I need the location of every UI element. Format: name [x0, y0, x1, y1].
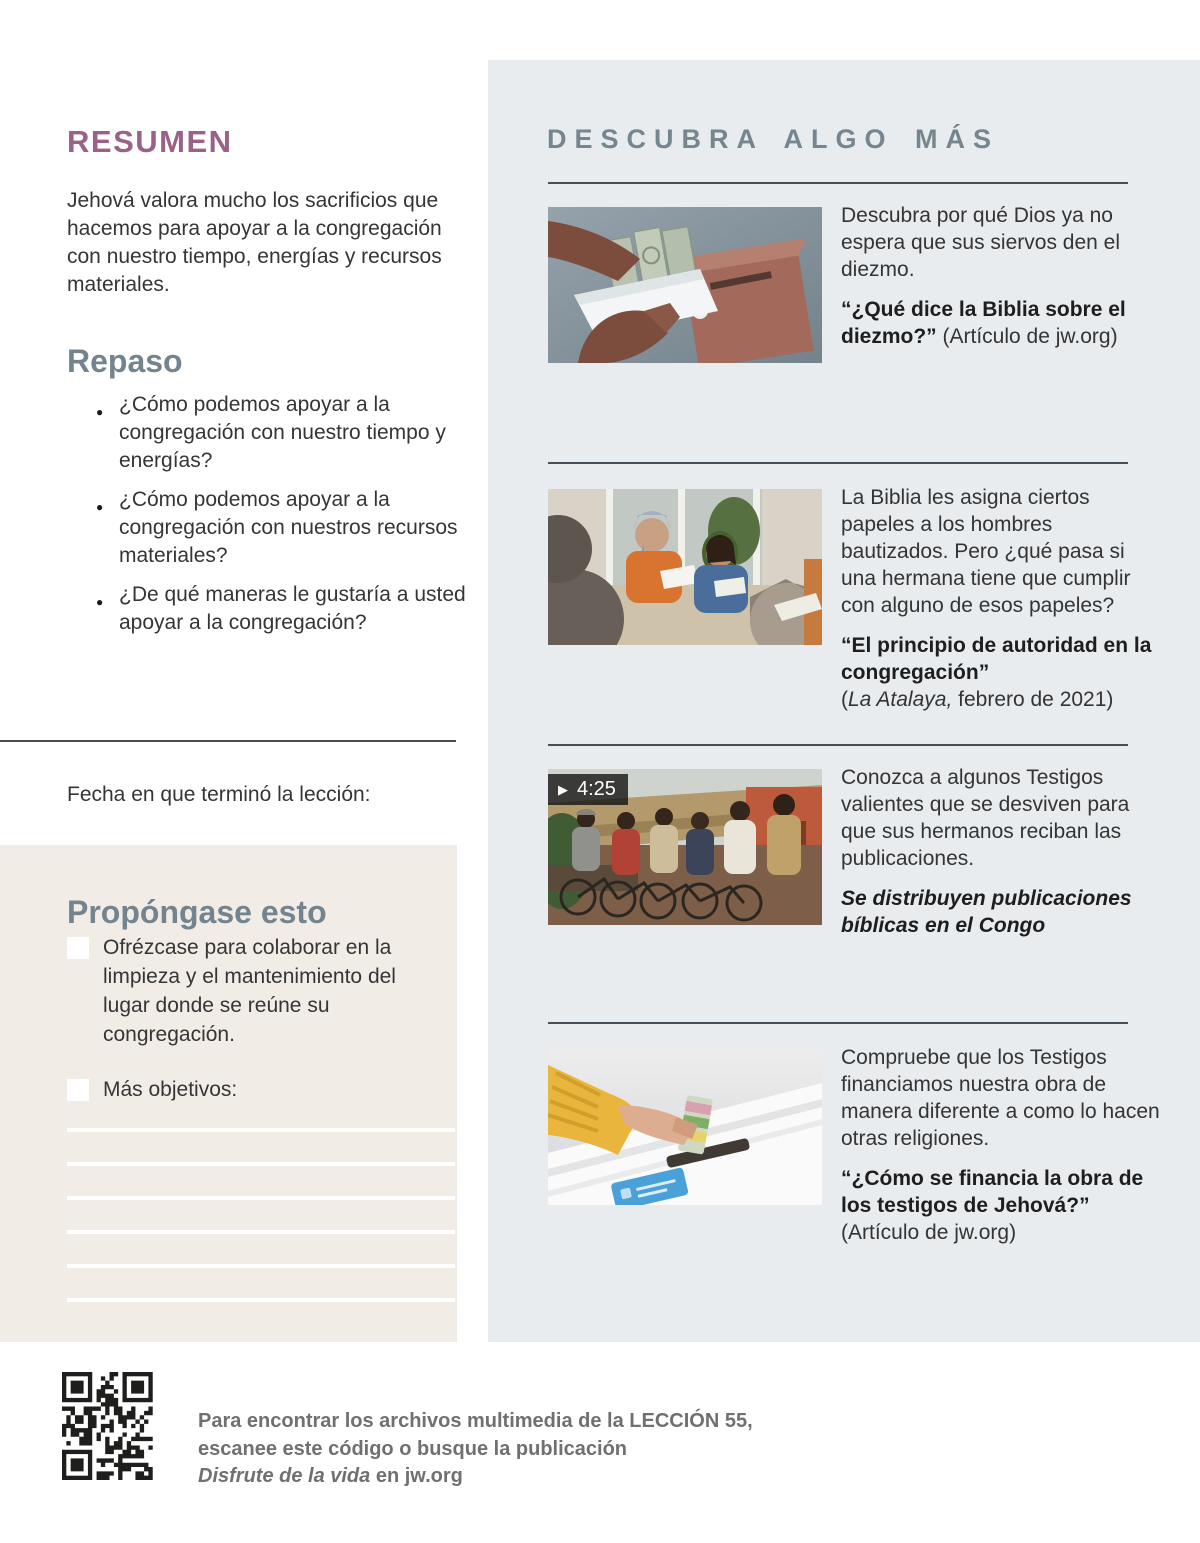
item-description: Conozca a algunos Testigos valientes que se desviven para que sus hermanos reciban las publicaciones. [841, 766, 1130, 870]
goals-title: Propóngase esto [67, 893, 327, 930]
discover-title: DESCUBRA ALGO MÁS [547, 124, 1000, 155]
section-divider [0, 740, 456, 742]
footer-instructions [198, 1408, 753, 1491]
write-line[interactable] [67, 1298, 455, 1302]
resumen-body: Jehová valora mucho los sacrificios que hacemos para apoyar a la congregación con nuestro tiempo, energías y recursos materiales. [67, 189, 442, 296]
discover-item [548, 764, 1188, 944]
item-description: Compruebe que los Testigos financiamos nuestra obra de manera diferente a como lo hacen otras religiones. [841, 1046, 1160, 1150]
article-link[interactable]: “El principio de autoridad en la congregación” [841, 634, 1152, 684]
article-link[interactable]: “¿Cómo se financia la obra de los testigos de Jehová?” [841, 1167, 1144, 1217]
footer-line: escanee este código o busque la publicación [198, 1437, 628, 1460]
item-divider [548, 462, 1128, 464]
write-line[interactable] [67, 1128, 455, 1132]
article-link[interactable]: “¿Qué dice la Biblia sobre el diezmo?” [841, 298, 1126, 348]
article-source: (Artículo de jw.org) [936, 325, 1118, 348]
article-source: (La Atalaya, febrero de 2021) [841, 688, 1114, 711]
discover-item [548, 202, 1188, 382]
video-title-link[interactable]: Se distribuyen publicaciones bíblicas en el Congo [841, 887, 1132, 937]
qr-code [62, 1372, 153, 1480]
goal-text: Más objetivos: [103, 1078, 238, 1101]
goal-item [67, 1075, 419, 1104]
repaso-question: ● ¿De qué maneras le gustaría a usted apoyar a la congregación? [96, 581, 468, 637]
repaso-list [96, 391, 468, 648]
magazine-name: La Atalaya, [848, 688, 953, 711]
thumbnail-donation-box-image[interactable] [548, 207, 822, 363]
publication-name: Disfrute de la vida [198, 1465, 371, 1487]
item-divider [548, 182, 1128, 184]
repaso-question: ● ¿Cómo podemos apoyar a la congregación con nuestros recursos materiales? [96, 486, 468, 570]
item-divider [548, 744, 1128, 746]
goal-checkbox[interactable] [67, 1079, 89, 1101]
item-divider [548, 1022, 1128, 1024]
goal-text: Ofrézcase para colaborar en la limpieza y el mantenimiento del lugar donde se reúne su congregación. [103, 936, 396, 1046]
item-description: Descubra por qué Dios ya no espera que sus siervos den el diezmo. [841, 204, 1120, 281]
goal-item [67, 933, 419, 1049]
footer-line: Para encontrar los archivos multimedia de la LECCIÓN 55, [198, 1410, 753, 1432]
thumbnail-contribution-box-image[interactable] [548, 1049, 822, 1205]
write-line[interactable] [67, 1230, 455, 1234]
video-duration: 4:25 [577, 778, 616, 800]
resumen-title: RESUMEN [67, 123, 233, 159]
video-duration-badge [548, 774, 628, 805]
goals-box [0, 845, 457, 1342]
repaso-title: Repaso [67, 342, 183, 379]
write-line[interactable] [67, 1162, 455, 1166]
thumbnail-congregation-study-image[interactable] [548, 489, 822, 645]
footer-line: Disfrute de la vida en jw.org [198, 1465, 463, 1487]
play-icon [558, 783, 568, 796]
discover-panel [488, 60, 1200, 1342]
discover-item [548, 484, 1188, 711]
discover-item [548, 1044, 1188, 1244]
goal-checkbox[interactable] [67, 937, 89, 959]
write-line[interactable] [67, 1264, 455, 1268]
thumbnail-congo-video[interactable] [548, 769, 822, 925]
write-line[interactable] [67, 1196, 455, 1200]
article-source: (Artículo de jw.org) [841, 1221, 1017, 1244]
write-in-lines [67, 1128, 455, 1332]
item-description: La Biblia les asigna ciertos papeles a los hombres bautizados. Pero ¿qué pasa si una hermana tiene que cumplir con alguno de esos papeles? [841, 486, 1131, 617]
repaso-question: ● ¿Cómo podemos apoyar a la congregación con nuestro tiempo y energías? [96, 391, 468, 475]
completion-date-label: Fecha en que terminó la lección: [67, 783, 371, 806]
